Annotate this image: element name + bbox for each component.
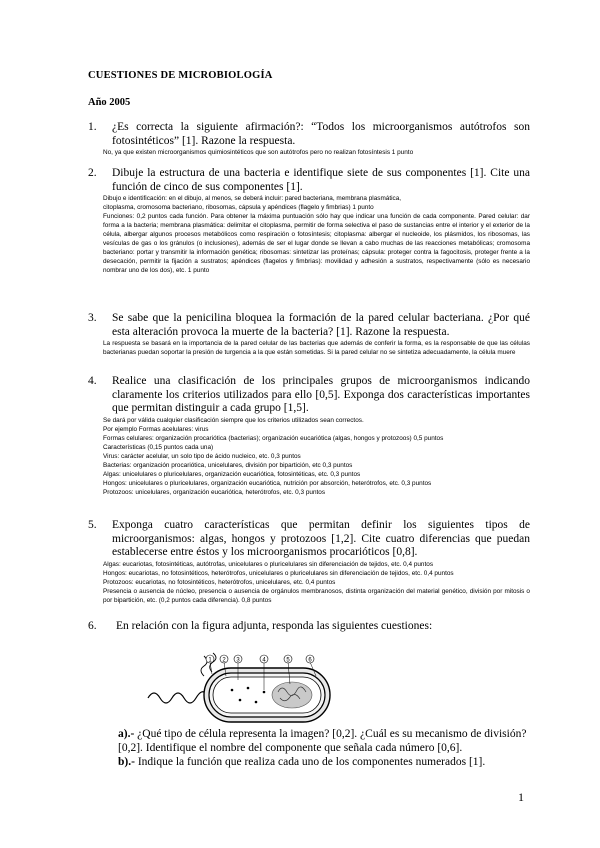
answer-line: Presencia o ausencia de núcleo, presencia o ausencia de orgánulos membranosos, distinta organización del material genético, división por mitosis o por bipartición, etc. (0,2 puntos cada diferencia). 0,8 puntos	[103, 587, 530, 604]
subquestion-b	[118, 755, 530, 769]
subquestions	[118, 727, 530, 769]
question-text: Realice una clasificación de los principales grupos de microorganismos indicando claramente los criterios utilizados para ello [0,5]. Exponga dos características importantes que permitan distinguir a cada grupo [1,5].	[112, 375, 530, 414]
question-text: Dibuje la estructura de una bacteria e identifique siete de sus componentes [1]. Cite una función de cinco de sus componentes [1].	[112, 167, 530, 193]
question-3	[88, 312, 530, 357]
bacteria-figure	[146, 650, 346, 726]
answer-line: citoplasma, cromosoma bacteriano, ribosomas, cápsula y apéndices (flagelo y fimbrias) 1 punto	[103, 204, 374, 211]
answer-line: Hongos: unicelulares o pluricelulares, organización eucariótica, nutrición por absorción, heterótrofos, etc. 0,3 puntos	[103, 479, 432, 487]
answer-block	[103, 148, 530, 157]
answer-line: Protozoos: unicelulares, organización eucariótica, heterótrofos, etc. 0,3 puntos	[103, 488, 326, 496]
page-number: 1	[518, 790, 524, 804]
subquestion-label: b).-	[118, 756, 135, 768]
answer-line: Algas: unicelulares o pluricelulares, organización eucariótica, fotosintéticas, etc. 0,3 puntos	[103, 470, 361, 478]
question-number: 2.	[88, 167, 97, 179]
subquestion-text: Indique la función que realiza cada uno de los componentes numerados [1].	[134, 756, 486, 768]
answer-line: Algas: eucariotas, fotosintéticas, autótrofas, unicelulares o pluricelulares sin diferenciación de tejidos, etc. 0,4 puntos	[103, 560, 434, 568]
question-text: Exponga cuatro características que permitan definir los siguientes tipos de microorganismos: algas, hongos y protozoos [1,2]. Cite cuatro diferencias que puedan establecerse entre éstos y los microorganismos procarióticos [0,8].	[112, 519, 530, 558]
answer-line: Formas celulares: organización procariótica (bacterias); organización eucariótica (algas, hongos y protozoos) 0,5 puntos	[103, 434, 444, 442]
figure-label: 1	[208, 657, 212, 664]
figure-label: 2	[222, 657, 226, 664]
answer-block	[103, 560, 530, 605]
answer-line: Dibujo e identificación: en el dibujo, al menos, se deberá incluir: pared bacteriana, membrana plasmática,	[103, 195, 402, 202]
answer-block	[103, 194, 530, 275]
figure-label: 3	[236, 657, 240, 664]
question-1	[88, 121, 530, 157]
answer-block	[103, 339, 530, 357]
answer-line: Bacterias: organización procariótica, unicelulares, división por bipartición, etc 0,3 puntos	[103, 461, 353, 469]
answer-line: Hongos: eucariotas, no fotosintéticos, heterótrofos, unicelulares o pluricelulares sin diferenciación de tejidos, etc. 0,4 puntos	[103, 569, 454, 577]
ribosome	[255, 701, 258, 704]
question-number: 4.	[88, 375, 97, 387]
figure-label: 6	[308, 657, 312, 664]
answer-line: Protozoos: eucariotas, no fotosintéticos, heterótrofos, unicelulares, etc. 0,4 puntos	[103, 578, 336, 586]
answer-line: Virus: carácter acelular, un solo tipo de ácido nucleico, etc. 0,3 puntos	[103, 452, 301, 460]
answer-line: No, ya que existen microorganismos quimiosintéticos que son autótrofos pero no realizan fotosíntesis 1 punto	[103, 149, 414, 156]
subquestion-label: a).-	[118, 728, 135, 740]
document-title: CUESTIONES DE MICROBIOLOGÍA	[88, 70, 273, 81]
question-6	[88, 620, 530, 634]
question-number: 1.	[88, 121, 97, 133]
question-text: ¿Es correcta la siguiente afirmación?: “Todos los microorganismos autótrofos son fotosintéticos” [1]. Razone la respuesta.	[112, 121, 530, 147]
year-heading: Año 2005	[88, 97, 131, 108]
ribosome	[263, 691, 266, 694]
flagellum	[148, 692, 206, 703]
subquestion-text: ¿Qué tipo de célula representa la imagen? [0,2]. ¿Cuál es su mecanismo de división? [0,2]. Identifique el nombre del componente que señala cada número [0,6].	[118, 728, 527, 754]
question-text: Se sabe que la penicilina bloquea la formación de la pared celular bacteriana. ¿Por qué esta alteración provoca la muerte de la bacteria? [1]. Razone la respuesta.	[112, 312, 530, 338]
figure-label: 5	[286, 657, 290, 664]
answer-line: Funciones: 0,2 puntos cada función. Para obtener la máxima puntuación sólo hay que indicar una función de cada componente. Pared celular: dar forma a la bacteria; membrana plasmática: delimitar el citoplasma, permitir de forma selectiva el paso de sustancias entre el interior y el exterior de la célula, albergar algunos procesos metabólicos como respiración o fotosíntesis; citoplasma: albergar el nucleoide, los plásmidos, los ribosomas, las vesículas de gas o los gránulos (o inclusiones), además de ser el lugar donde se llevan a cabo muchas de las reacciones metabólicas; cromosoma bacteriano: portar y transmitir la información genética; ribosomas: sintetizar las proteínas; cápsula: proteger contra la fagocitosis, proteger frente a la desecación, permitir la fijación a sustratos; apéndices (flagelos y fimbrias): movilidad y adhesión a sustratos, respectivamente (sólo es necesario nombrar uno de los dos), etc. 1 punto	[103, 213, 530, 274]
answer-block	[103, 416, 530, 497]
question-2	[88, 167, 530, 275]
ribosome	[247, 687, 250, 690]
figure-label: 4	[262, 657, 266, 664]
subquestion-a	[118, 727, 530, 755]
answer-line: La respuesta se basará en la importancia de la pared celular de las bacterias que además de conferir la forma, es la responsable de que las células bacterianas puedan soportar la presión de turgencia a la que están sometidas. Si la pared celular no se sintetiza adecuadamente, la célula muere	[103, 340, 530, 356]
answer-line: Se dará por válida cualquier clasificación siempre que los criterios utilizados sean correctos.	[103, 416, 364, 424]
ribosome	[231, 689, 234, 692]
question-number: 6.	[88, 620, 97, 632]
question-text: En relación con la figura adjunta, responda las siguientes cuestiones:	[116, 620, 433, 632]
question-5	[88, 519, 530, 605]
answer-line: Por ejemplo Formas acelulares: virus	[103, 425, 209, 433]
question-4	[88, 375, 530, 497]
answer-line: Características (0,15 puntos cada una)	[103, 443, 214, 451]
ribosome	[239, 699, 242, 702]
question-number: 3.	[88, 312, 97, 324]
question-number: 5.	[88, 519, 97, 531]
